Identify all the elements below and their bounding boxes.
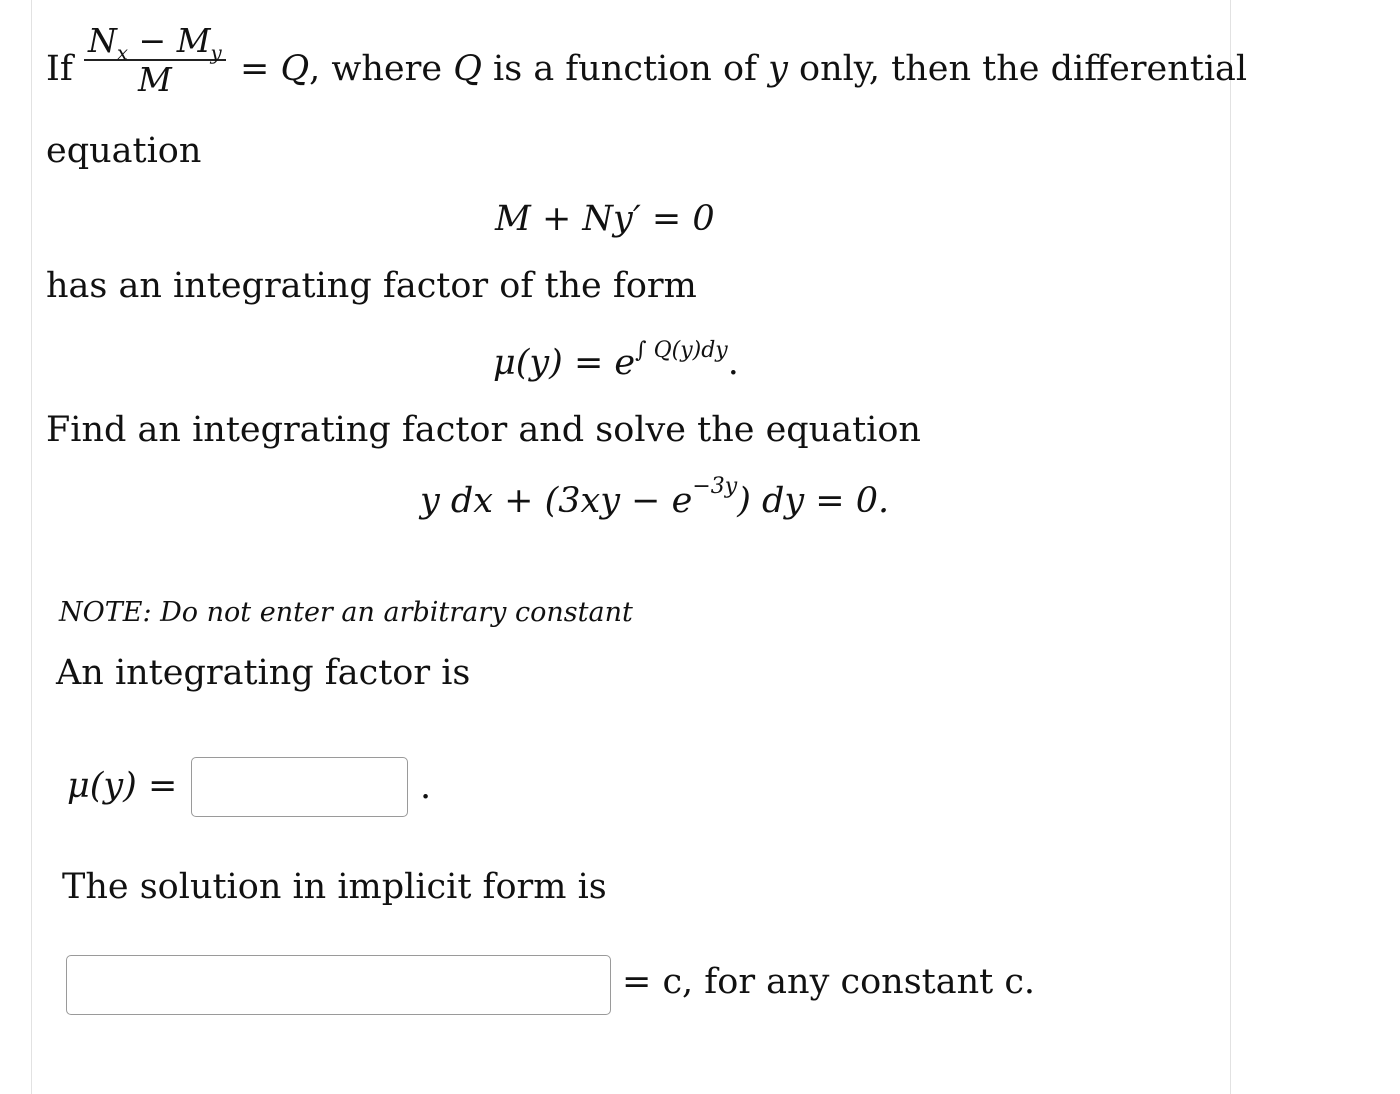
mu-input[interactable] xyxy=(191,757,408,817)
num-minus: − xyxy=(138,21,167,60)
line-find: Find an integrating factor and solve the equation xyxy=(46,410,921,450)
eq3-a: y dx + xyxy=(420,481,545,521)
eq3-b: (3xy − e xyxy=(544,481,693,521)
equation-2 xyxy=(493,338,739,383)
label-solution: The solution in implicit form is xyxy=(62,867,607,907)
eq3-c: ) dy = 0. xyxy=(737,481,890,521)
fraction xyxy=(84,21,226,99)
intro-eq: = xyxy=(240,49,281,89)
num-m: M xyxy=(176,21,211,60)
num-m-sub: y xyxy=(210,41,222,65)
eq2-exponent: ∫ Q(y)dy xyxy=(635,338,728,364)
intro-rest xyxy=(240,49,1248,89)
equation-1: M + Ny′ = 0 xyxy=(495,199,715,239)
num-n: N xyxy=(88,21,117,60)
eq3-exponent: −3y xyxy=(692,474,738,500)
question-panel xyxy=(31,0,1231,1094)
fraction-denominator: M xyxy=(84,59,226,98)
intro-only: only, then the differential xyxy=(787,49,1248,89)
solution-suffix: = c, for any constant c. xyxy=(622,962,1036,1002)
fraction-numerator xyxy=(84,21,226,65)
intro-func: is a function of xyxy=(481,49,769,89)
eq2-lhs: μ(y) = e xyxy=(493,343,636,383)
line-has: has an integrating factor of the form xyxy=(46,266,697,306)
label-integrating-factor: An integrating factor is xyxy=(56,653,471,693)
intro-where: , where xyxy=(309,49,454,89)
solution-input[interactable] xyxy=(66,955,611,1015)
intro-q2: Q xyxy=(453,49,482,89)
equation-3 xyxy=(420,474,890,521)
mu-dot: . xyxy=(420,767,432,807)
intro-y: y xyxy=(768,49,788,89)
intro-if: If xyxy=(46,49,73,89)
line-equation: equation xyxy=(46,131,202,171)
eq2-dot: . xyxy=(727,343,739,383)
mu-label: μ(y) = xyxy=(67,766,178,806)
note-text: NOTE: Do not enter an arbitrary constant xyxy=(59,597,633,628)
intro-q: Q xyxy=(280,49,310,89)
fraction-body xyxy=(84,21,226,99)
num-n-sub: x xyxy=(116,41,129,65)
